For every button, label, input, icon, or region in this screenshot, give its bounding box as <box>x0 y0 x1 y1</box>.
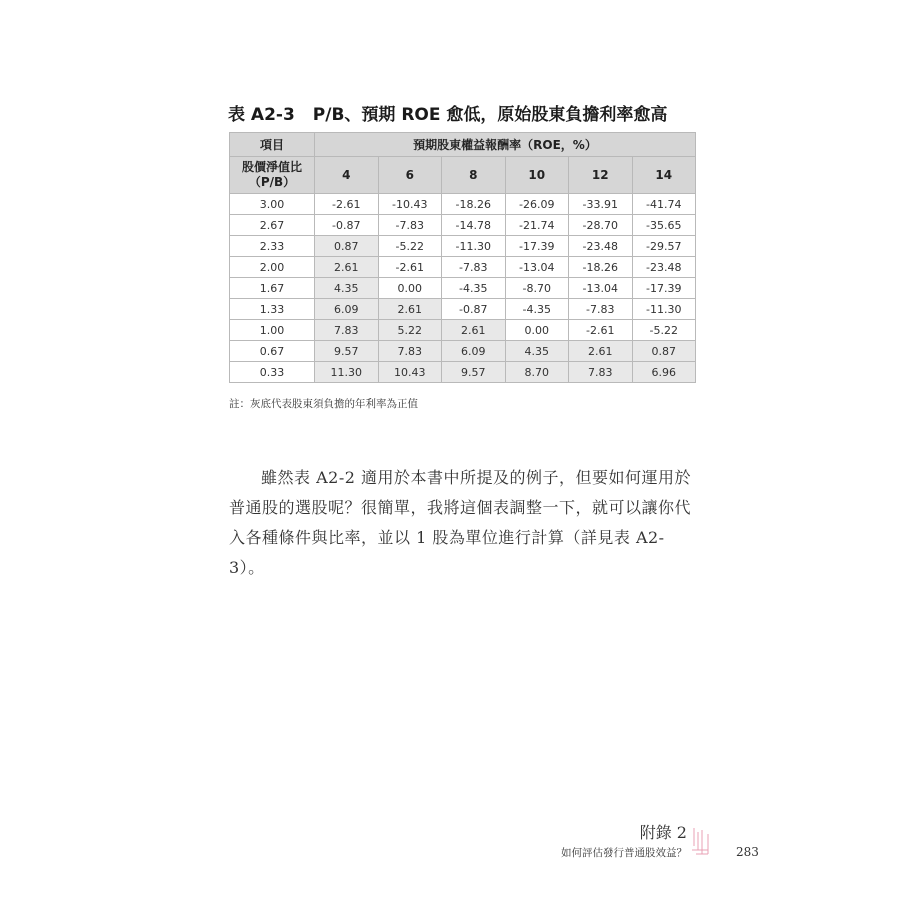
table-cell: 7.83 <box>569 362 633 383</box>
table-cell: -18.26 <box>569 257 633 278</box>
table-cell: -41.74 <box>632 194 696 215</box>
pb-value: 2.33 <box>230 236 315 257</box>
table-cell: 4.35 <box>315 278 379 299</box>
pb-value: 0.33 <box>230 362 315 383</box>
roe-column-header: 8 <box>442 157 506 194</box>
roe-column-header: 14 <box>632 157 696 194</box>
table-cell: 7.83 <box>315 320 379 341</box>
table-cell: 6.09 <box>315 299 379 320</box>
table-cell: -7.83 <box>442 257 506 278</box>
table-row <box>230 299 696 320</box>
table-cell: -29.57 <box>632 236 696 257</box>
table-cell: -35.65 <box>632 215 696 236</box>
table-row <box>230 320 696 341</box>
roe-column-header: 12 <box>569 157 633 194</box>
table-cell: 4.35 <box>505 341 569 362</box>
table-cell: -23.48 <box>569 236 633 257</box>
table-cell: 2.61 <box>569 341 633 362</box>
table-cell: -4.35 <box>505 299 569 320</box>
table-cell: -7.83 <box>378 215 442 236</box>
table-cell: 0.00 <box>505 320 569 341</box>
roe-column-header: 4 <box>315 157 379 194</box>
page-number: 283 <box>736 845 759 859</box>
pb-value: 1.33 <box>230 299 315 320</box>
table-cell: 0.87 <box>315 236 379 257</box>
table-cell: 0.87 <box>632 341 696 362</box>
table-body <box>230 194 696 383</box>
header-item: 項目 <box>230 133 315 157</box>
roe-column-header: 10 <box>505 157 569 194</box>
pb-value: 1.67 <box>230 278 315 299</box>
table-row <box>230 215 696 236</box>
table-cell: 5.22 <box>378 320 442 341</box>
table-cell: -5.22 <box>632 320 696 341</box>
table-cell: -11.30 <box>632 299 696 320</box>
table-cell: 6.09 <box>442 341 506 362</box>
corner-ornament <box>690 826 712 856</box>
body-text <box>229 463 699 583</box>
table-row <box>230 341 696 362</box>
table-cell: 0.00 <box>378 278 442 299</box>
table-cell: -7.83 <box>569 299 633 320</box>
body-paragraph <box>229 463 699 583</box>
table-cell: 10.43 <box>378 362 442 383</box>
table-cell: -10.43 <box>378 194 442 215</box>
table-cell: -18.26 <box>442 194 506 215</box>
table-cell: -0.87 <box>442 299 506 320</box>
table-cell: -0.87 <box>315 215 379 236</box>
table-cell: 2.61 <box>442 320 506 341</box>
roe-column-header: 6 <box>378 157 442 194</box>
table-row <box>230 236 696 257</box>
table-cell: -2.61 <box>378 257 442 278</box>
table-cell: -5.22 <box>378 236 442 257</box>
table-cell: -13.04 <box>505 257 569 278</box>
pb-roe-table <box>229 132 696 383</box>
pb-value: 2.67 <box>230 215 315 236</box>
pb-value: 0.67 <box>230 341 315 362</box>
table-cell: -17.39 <box>632 278 696 299</box>
table-cell: 2.61 <box>378 299 442 320</box>
table-cell: 7.83 <box>378 341 442 362</box>
table-row <box>230 278 696 299</box>
pb-value: 1.00 <box>230 320 315 341</box>
table-cell: -26.09 <box>505 194 569 215</box>
footer-section: 附錄 2 <box>639 823 687 842</box>
header-pb <box>230 157 315 194</box>
footer-subtitle: 如何評估發行普通股效益？ <box>561 847 687 859</box>
table-cell: -13.04 <box>569 278 633 299</box>
pb-value: 2.00 <box>230 257 315 278</box>
table-cell: 8.70 <box>505 362 569 383</box>
table-caption: P/B、預期 ROE 愈低，原始股東負擔利率愈高 <box>312 105 668 125</box>
table-row <box>230 362 696 383</box>
table-cell: -21.74 <box>505 215 569 236</box>
table-cell: 9.57 <box>315 341 379 362</box>
table-cell: -8.70 <box>505 278 569 299</box>
body-paragraph-text: 雖然表 A2-2 適用於本書中所提及的例子，但要如何運用於普通股的選股呢？很簡單，我將這個表調整一下，就可以讓你代入各種條件與比率，並以 1 股為單位進行計算（詳見表 A2-3）。 <box>229 468 692 577</box>
table-cell: 2.61 <box>315 257 379 278</box>
header-pb-line2: （P/B） <box>248 175 296 189</box>
header-roe: 預期股東權益報酬率（ROE，%） <box>315 133 696 157</box>
table-cell: 11.30 <box>315 362 379 383</box>
table-note: 註：灰底代表股東須負擔的年利率為正值 <box>229 398 418 410</box>
table-cell: -14.78 <box>442 215 506 236</box>
table-cell: 9.57 <box>442 362 506 383</box>
table-cell: -2.61 <box>315 194 379 215</box>
table-cell: -23.48 <box>632 257 696 278</box>
table-cell: -4.35 <box>442 278 506 299</box>
table-cell: -11.30 <box>442 236 506 257</box>
table-cell: -33.91 <box>569 194 633 215</box>
table-row <box>230 194 696 215</box>
table-cell: 6.96 <box>632 362 696 383</box>
header-pb-line1: 股價淨值比 <box>241 160 302 174</box>
pb-value: 3.00 <box>230 194 315 215</box>
table-row <box>230 257 696 278</box>
table-cell: -17.39 <box>505 236 569 257</box>
table-cell: -2.61 <box>569 320 633 341</box>
table-code: 表 A2-3 <box>228 105 295 125</box>
table-title <box>228 100 667 125</box>
table-cell: -28.70 <box>569 215 633 236</box>
